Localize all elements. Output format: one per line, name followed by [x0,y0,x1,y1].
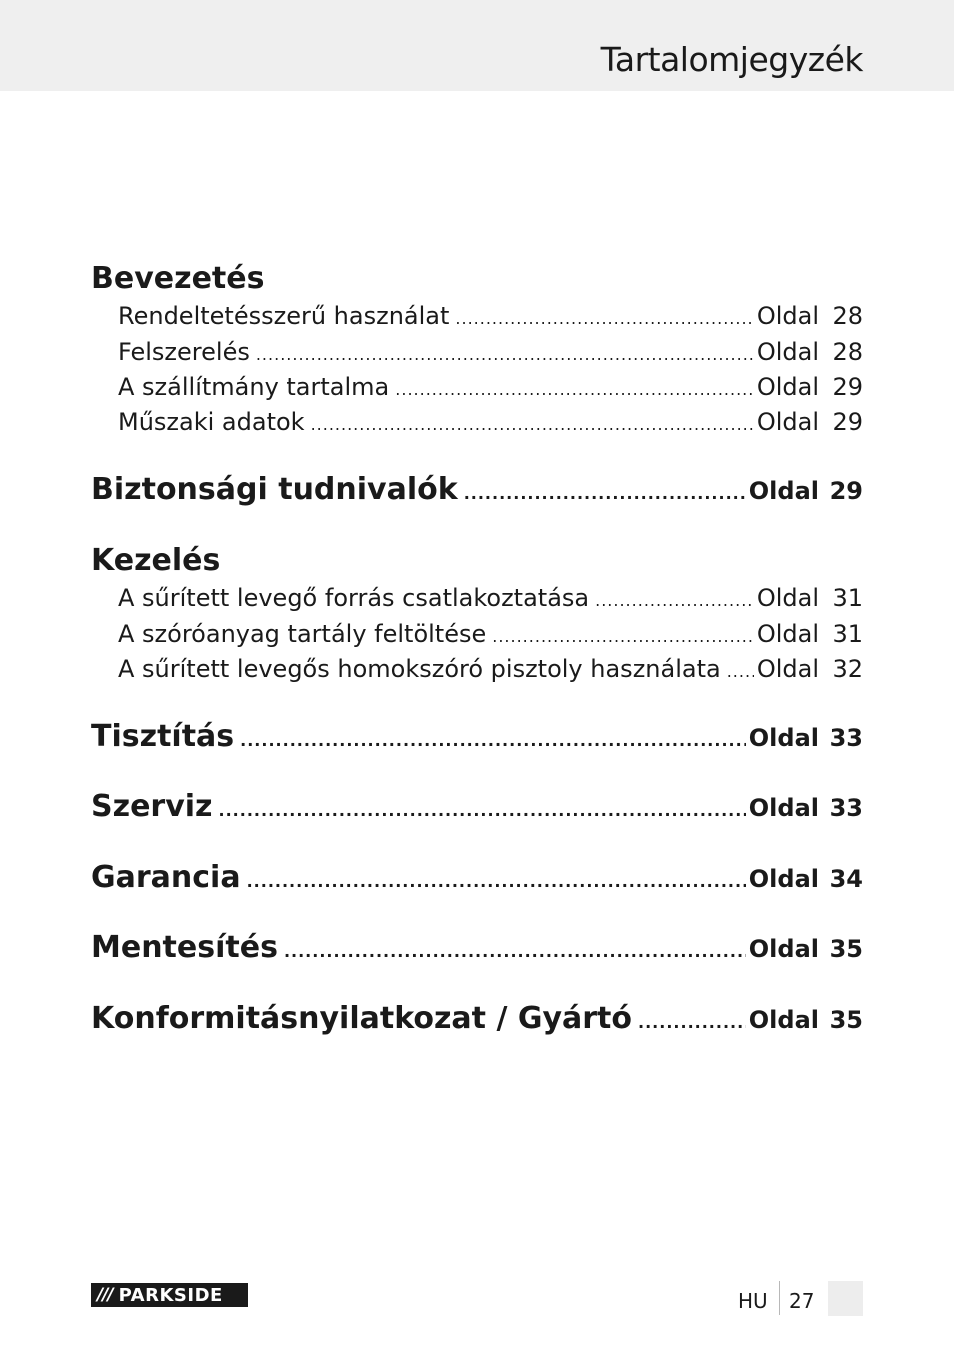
page-title: Tartalomjegyzék [600,40,863,79]
section-heading-konformitas: Konformitásnyilatkozat / Gyártó [91,1001,633,1036]
page-word: Oldal [756,584,819,612]
toc-entry-page [757,584,863,612]
page-number: 31 [832,620,863,648]
toc-entry-page [757,373,863,401]
toc-entry[interactable] [91,584,863,612]
page-word: Oldal [756,408,819,436]
toc-entry-page [749,1006,863,1034]
page-word: Oldal [756,338,819,366]
page-number: 28 [832,338,863,366]
toc-main-entry[interactable] [91,472,863,507]
page-number: 28 [832,302,863,330]
dot-leader [595,591,754,610]
footer-tab-box [828,1281,863,1316]
parkside-logo [91,1283,248,1307]
toc-entry-page [749,865,863,893]
toc-entry-page [757,620,863,648]
toc-entry[interactable] [91,408,863,436]
page-number-footer: 27 [789,1289,815,1313]
section-heading-bevezetes: Bevezetés [91,261,265,296]
toc-entry[interactable] [91,620,863,648]
toc-main-entry[interactable] [91,930,863,965]
page-number: 33 [829,794,863,822]
dot-leader [256,345,754,364]
page-word: Oldal [756,620,819,648]
toc-entry-page [757,338,863,366]
dot-leader [311,415,754,434]
toc-entry-page [757,302,863,330]
page-number: 34 [829,865,863,893]
page-number: 29 [832,408,863,436]
page-number: 35 [829,1006,863,1034]
page-number: 33 [829,724,863,752]
toc-entry-label: A sűrített levegő forrás csatlakoztatása [118,584,590,612]
page-word: Oldal [756,655,819,683]
toc-entry-page [749,724,863,752]
toc-entry-page [749,935,863,963]
dot-leader [240,731,746,750]
dot-leader [284,942,746,961]
toc-main-entry[interactable] [91,789,863,824]
toc-main-entry[interactable] [91,719,863,754]
toc-entry-page [757,655,863,683]
toc-entry[interactable] [91,338,863,366]
section-heading-tisztitas: Tisztítás [91,719,235,754]
toc-entry-label: A sűrített levegős homokszóró pisztoly használata [118,655,721,683]
page-word: Oldal [756,373,819,401]
dot-leader [455,309,753,328]
page-word: Oldal [748,724,819,752]
toc-entry[interactable] [91,302,863,330]
dot-leader [464,484,746,503]
toc-entry[interactable] [91,655,863,683]
toc-entry-page [757,408,863,436]
toc-main-entry[interactable] [91,1001,863,1036]
dot-leader [492,627,754,646]
toc-entry-label: Rendeltetésszerű használat [118,302,450,330]
page-number: 31 [832,584,863,612]
page-word: Oldal [748,794,819,822]
dot-leader [247,872,746,891]
section-heading-szerviz: Szerviz [91,789,213,824]
language-code: HU [738,1289,768,1313]
toc-entry-page [749,794,863,822]
section-heading-biztonsagi: Biztonsági tudnivalók [91,472,458,507]
logo-slashes: /// [97,1285,113,1305]
toc-entry-label: A szállítmány tartalma [118,373,390,401]
page-word: Oldal [748,935,819,963]
page-number: 29 [832,373,863,401]
dot-leader [727,662,754,681]
section-heading-kezeles: Kezelés [91,543,221,578]
toc-entry-label: Felszerelés [118,338,250,366]
dot-leader [219,801,746,820]
logo-text: PARKSIDE [118,1284,223,1306]
footer-divider [779,1281,780,1315]
page-word: Oldal [748,865,819,893]
page-number: 32 [832,655,863,683]
section-heading-mentesites: Mentesítés [91,930,278,965]
section-heading-garancia: Garancia [91,860,241,895]
page-number: 35 [829,935,863,963]
page-word: Oldal [748,477,819,505]
page-number: 29 [829,477,863,505]
toc-main-entry[interactable] [91,860,863,895]
page-word: Oldal [748,1006,819,1034]
page-word: Oldal [756,302,819,330]
toc-entry-label: A szóróanyag tartály feltöltése [118,620,487,648]
toc-entry[interactable] [91,373,863,401]
toc-entry-page [749,477,863,505]
toc-entry-label: Műszaki adatok [118,408,305,436]
dot-leader [395,380,754,399]
dot-leader [638,1013,746,1032]
